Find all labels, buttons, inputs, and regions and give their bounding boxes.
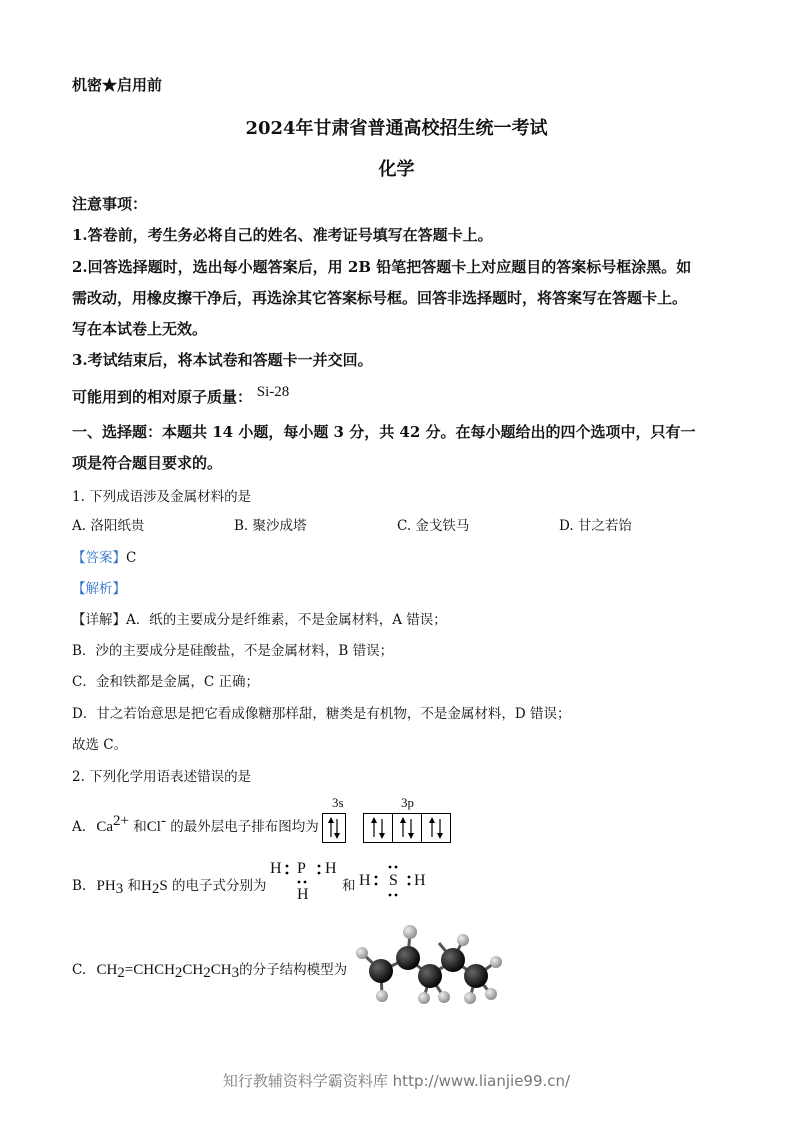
formula-sub-3: 2 — [203, 965, 211, 981]
exam-title: 2024年甘肃省普通高校招生统一考试 — [245, 118, 548, 139]
orbital-cell — [393, 814, 422, 842]
up-down-arrows-icon — [393, 814, 421, 842]
analysis-tag: 【解析】 — [72, 581, 126, 597]
q2-option-a-line — [72, 813, 319, 836]
ph3-sub: 3 — [115, 881, 124, 897]
footer-watermark: 知行教辅资料学霸资料库 http://www.lianjie99.cn/ — [222, 1072, 571, 1090]
q2-option-b-line — [72, 874, 266, 898]
ph3-p: P — [297, 860, 306, 877]
q1-detail-a-line — [72, 608, 447, 628]
q1-option-c: C. 金戈铁马 — [397, 518, 470, 534]
note-2-line-1: 2.回答选择题时，选出每小题答案后，用 2B 铅笔把答题卡上对应题目的答案标号框涂黑。如 — [72, 258, 692, 276]
formula-sub-2: 2 — [174, 965, 183, 981]
up-down-arrows-icon — [323, 814, 345, 842]
q1-detail-c: C．金和铁都是金属，C 正确； — [72, 674, 259, 690]
formula-part-3: CH — [182, 962, 204, 978]
option-c-letter: C. — [72, 962, 87, 978]
ca-charge: 2+ — [113, 813, 129, 829]
note-2-line-2: 需改动，用橡皮擦干净后，再选涂其它答案标号框。回答非选择题时，将答案写在答题卡上。 — [72, 289, 688, 307]
note-1: 1.答卷前，考生务必将自己的姓名、准考证号填写在答题卡上。 — [72, 226, 493, 244]
section1-line-2: 项是符合题目要求的。 — [72, 454, 223, 472]
h2s-s-center: S — [389, 872, 398, 889]
cl-symbol: Cl — [146, 819, 161, 835]
notes-heading: 注意事项： — [72, 195, 148, 213]
h2s-electron-dots-icon — [372, 864, 416, 898]
q1-detail-a: A．纸的主要成分是纤维素，不是金属材料，A 错误； — [126, 612, 447, 628]
option-a-letter: A. — [72, 819, 87, 835]
orbital-cell — [364, 814, 393, 842]
q1-option-b: B. 聚沙成塔 — [234, 518, 307, 534]
secret-label: 机密★启用前 — [72, 76, 163, 94]
atomic-mass-line — [72, 386, 289, 407]
option-b-text: 的电子式分别为 — [171, 878, 267, 894]
ph3-electron-dots-icon — [284, 860, 334, 890]
h2s-h: H — [141, 878, 152, 894]
up-down-arrows-icon — [364, 814, 392, 842]
ph3-h-right: H — [325, 860, 337, 877]
section1-line-1: 一、选择题：本题共 14 小题，每小题 3 分，共 42 分。在每小题给出的四个选项中，只有一 — [72, 423, 696, 441]
orbital-box-3s — [322, 813, 346, 843]
option-b-letter: B. — [72, 878, 87, 894]
formula-part-4: CH — [210, 962, 232, 978]
molecular-structure-model — [352, 918, 512, 1010]
h2s-sub: 2 — [151, 881, 160, 897]
carbon-atoms — [369, 946, 488, 988]
formula-sub-4: 3 — [231, 965, 240, 981]
q1-answer-line — [72, 546, 136, 566]
formula-part-1: CH — [96, 962, 118, 978]
and-text-2: 和 — [342, 878, 356, 894]
label-3p: 3p — [401, 795, 414, 810]
ph3-formula: PH — [96, 878, 116, 894]
ph3-h-left: H — [270, 860, 282, 877]
label-3s: 3s — [332, 795, 344, 810]
and-text: 和 — [133, 819, 147, 835]
q1-detail-d: D．甘之若饴意思是把它看成像糖那样甜，糖类是有机物，不是金属材料，D 错误； — [72, 706, 571, 722]
atomic-mass-value: Si-28 — [256, 384, 290, 400]
q1-answer: C — [126, 550, 137, 566]
q1-option-a: A. 洛阳纸贵 — [72, 518, 145, 534]
orbital-cell — [323, 814, 345, 842]
cl-charge: - — [160, 813, 166, 829]
q1-conclusion: 故选 C。 — [72, 737, 128, 753]
h2s-s: S — [159, 878, 168, 894]
note-3: 3.考试结束后，将本试卷和答题卡一并交回。 — [72, 351, 373, 369]
up-down-arrows-icon — [422, 814, 450, 842]
h2s-h-left: H — [359, 872, 371, 889]
orbital-box-3p — [363, 813, 451, 843]
and-text: 和 — [127, 878, 141, 894]
q2-option-c-line — [72, 958, 347, 982]
answer-tag: 【答案】 — [72, 550, 126, 566]
q1-stem: 1. 下列成语涉及金属材料的是 — [72, 489, 252, 505]
subject-title: 化学 — [378, 159, 415, 180]
h2s-h-right: H — [414, 872, 426, 889]
option-c-text: 的分子结构模型为 — [239, 962, 348, 978]
q2-stem: 2. 下列化学用语表述错误的是 — [72, 769, 252, 785]
option-a-text: 的最外层电子排布图均为 — [170, 819, 319, 835]
q1-detail-b: B．沙的主要成分是硅酸盐，不是金属材料，B 错误； — [72, 643, 394, 659]
detail-tag: 【详解】 — [72, 612, 126, 628]
formula-sub-1: 2 — [117, 965, 125, 981]
ph3-h-bottom: H — [297, 886, 309, 903]
note-2-line-3: 写在本试卷上无效。 — [72, 320, 208, 338]
ca-symbol: Ca — [96, 819, 114, 835]
atomic-mass-label: 可能用到的相对原子质量： — [72, 388, 253, 406]
formula-part-2: =CHCH — [124, 962, 175, 978]
q1-option-d: D. 甘之若饴 — [559, 518, 632, 534]
orbital-cell — [422, 814, 450, 842]
